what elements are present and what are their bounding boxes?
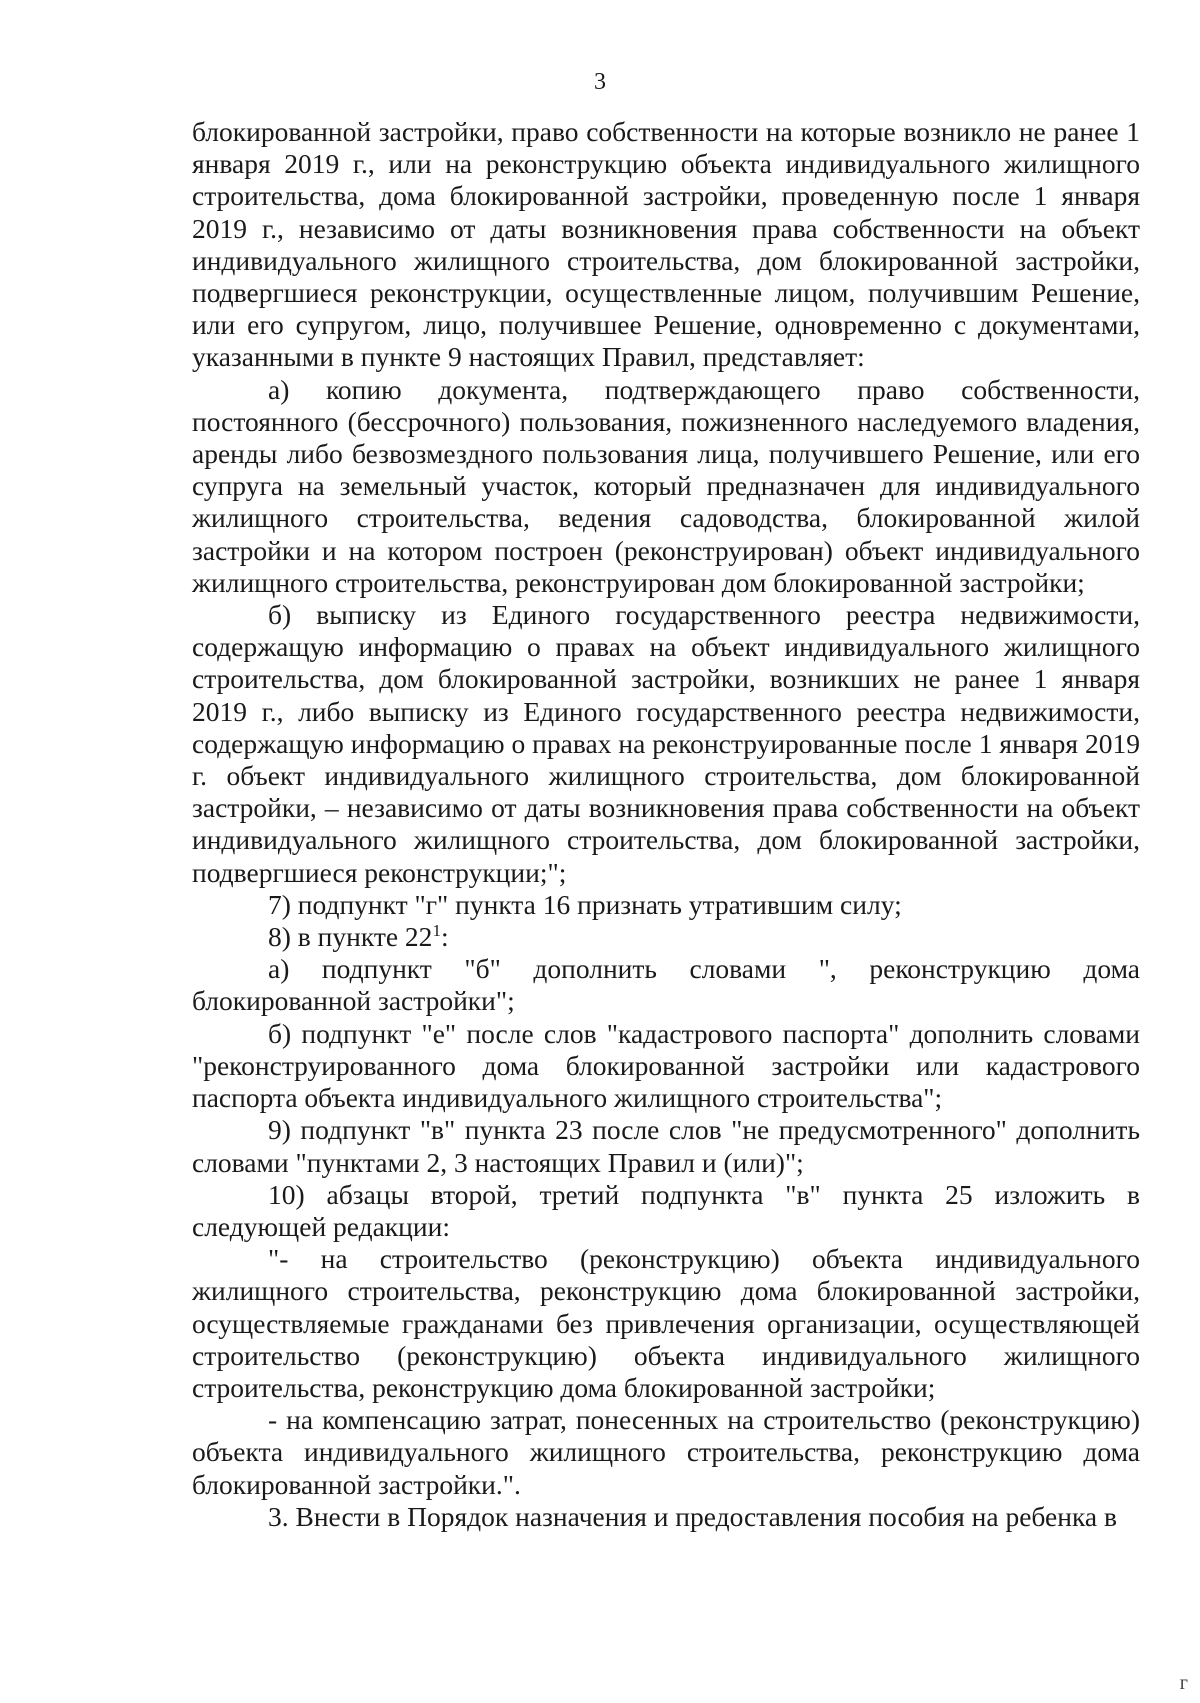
document-body [192, 116, 1140, 1533]
superscript: 1 [432, 920, 441, 940]
page-number: 3 [594, 69, 606, 95]
paragraph-quote-1: "- на строительство (реконструкцию) объекта индивидуального жилищного строительства, реконструкцию дома блокированной застройки, осуществляемые гражданами без привлечения организации, осуществляющей строительство (реконструкцию) объекта индивидуального жилищного строительства, реконструкцию дома блокированной застройки; [192, 1243, 1140, 1403]
paragraph-item-9: 9) подпункт "в" пункта 23 после слов "не предусмотренного" дополнить словами "пунктами 2, 3 настоящих Правил и (или)"; [192, 1114, 1140, 1178]
paragraph-item-a: а) копию документа, подтверждающего право собственности, постоянного (бессрочного) пользования, пожизненного наследуемого владения, аренды либо безвозмездного пользования лица, получившего Решение, или его супруга на земельный участок, который предназначен для индивидуального жилищного строительства, ведения садоводства, блокированной жилой застройки и на котором построен (реконструирован) объект индивидуального жилищного строительства, реконструирован дом блокированной застройки; [192, 373, 1140, 598]
paragraph-item-7: 7) подпункт "г" пункта 16 признать утратившим силу; [268, 888, 902, 920]
paragraph-sub-b: б) подпункт "е" после слов "кадастрового паспорта" дополнить словами "реконструированного дома блокированной застройки или кадастрового паспорта объекта индивидуального жилищного строительства"; [192, 1017, 1140, 1114]
paragraph-section-3: 3. Внести в Порядок назначения и предоставления пособия на ребенка в [268, 1500, 1117, 1532]
paragraph: блокированной застройки, право собственности на которые возникло не ранее 1 января 2019 г., или на реконструкцию объекта индивидуального жилищного строительства, дома блокированной застройки, проведенную после 1 января 2019 г., независимо от даты возникновения права собственности на объект индивидуального жилищного строительства, дом блокированной застройки, подвергшиеся реконструкции, осуществленные лицом, получившим Решение, или его супругом, лицо, получившее Решение, одновременно с документами, указанными в пункте 9 настоящих Правил, представляет: [192, 116, 1140, 373]
scan-mark: г [1179, 1672, 1188, 1694]
paragraph-sub-a: а) подпункт "б" дополнить словами ", реконструкцию дома блокированной застройки"; [192, 953, 1140, 1017]
paragraph-item-8-colon: : [440, 921, 449, 953]
paragraph-quote-2: - на компенсацию затрат, понесенных на строительство (реконструкцию) объекта индивидуального жилищного строительства, реконструкцию дома блокированной застройки.". [192, 1404, 1140, 1500]
paragraph-item-b: б) выписку из Единого государственного реестра недвижимости, содержащую информацию о правах на объект индивидуального жилищного строительства, дом блокированной застройки, возникших не ранее 1 января 2019 г., либо выписку из Единого государственного реестра недвижимости, содержащую информацию о правах на реконструированные после 1 января 2019 г. объект индивидуального жилищного строительства, дом блокированной застройки, – независимо от даты возникновения права собственности на объект индивидуального жилищного строительства, дом блокированной застройки, подвергшиеся реконструкции;"; [192, 599, 1140, 888]
paragraph-item-10: 10) абзацы второй, третий подпункта "в" пункта 25 изложить в следующей редакции: [192, 1178, 1140, 1242]
paragraph-item-8-text: 8) в пункте 22 [268, 921, 433, 953]
paragraph-item-8 [192, 921, 1140, 953]
